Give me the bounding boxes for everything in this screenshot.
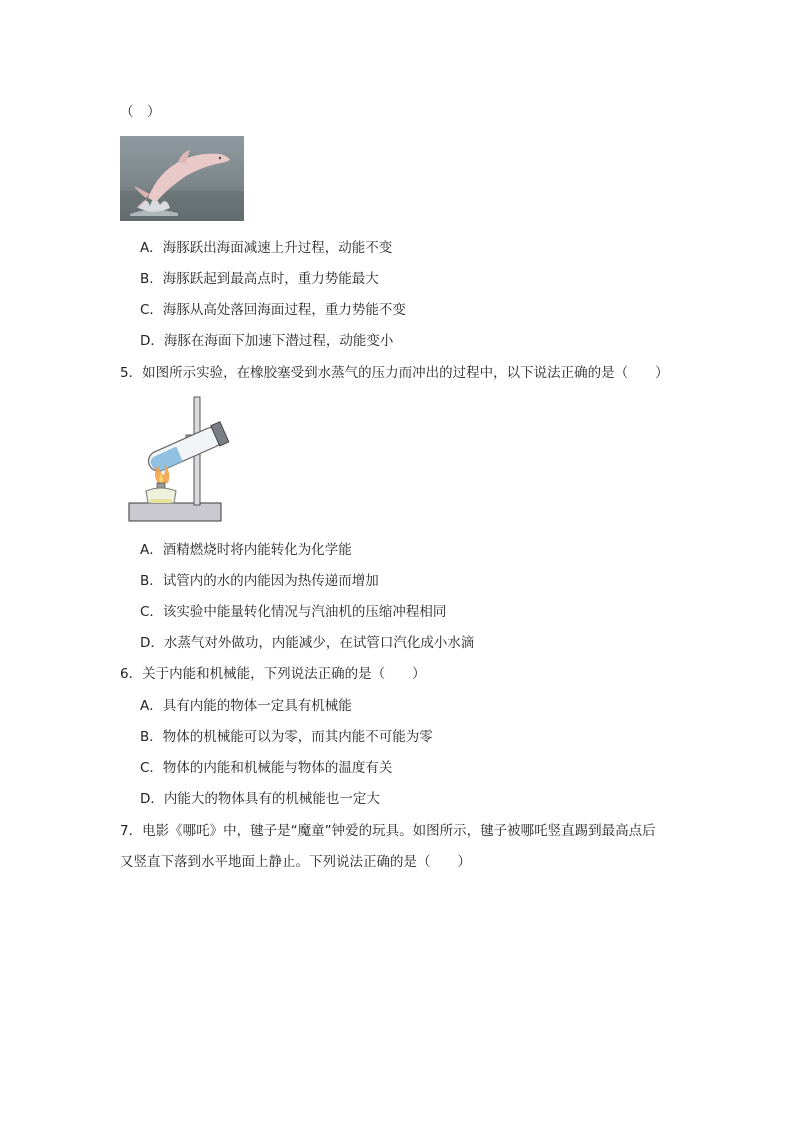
q6-option-b: B．物体的机械能可以为零，而其内能不可能为零 [140, 729, 433, 745]
test-tube-apparatus-diagram [126, 395, 236, 525]
dolphin-photo [120, 136, 244, 221]
q7-stem-line-1: 7．电影《哪吒》中，毽子是“魔童”钟爱的玩具。如图所示，毽子被哪吒竖直踢到最高点后 [120, 823, 656, 839]
q4-option-c: C．海豚从高处落回海面过程，重力势能不变 [140, 302, 406, 318]
q4-option-d: D．海豚在海面下加速下潜过程，动能变小 [140, 333, 394, 349]
q6-option-a: A．具有内能的物体一定具有机械能 [140, 698, 352, 714]
q6-option-d: D．内能大的物体具有的机械能也一定大 [140, 791, 380, 807]
q4-option-b: B．海豚跃起到最高点时，重力势能最大 [140, 271, 379, 287]
q6-option-c: C．物体的内能和机械能与物体的温度有关 [140, 760, 393, 776]
q4-option-a: A．海豚跃出海面减速上升过程，动能不变 [140, 240, 393, 256]
q5-option-b: B．试管内的水的内能因为热传递而增加 [140, 573, 379, 589]
q5-stem: 5．如图所示实验，在橡胶塞受到水蒸气的压力而冲出的过程中，以下说法正确的是（ ） [120, 365, 669, 381]
q5-option-a: A．酒精燃烧时将内能转化为化学能 [140, 542, 352, 558]
q6-stem: 6．关于内能和机械能，下列说法正确的是（ ） [120, 666, 426, 682]
q5-option-c: C．该实验中能量转化情况与汽油机的压缩冲程相同 [140, 604, 447, 620]
q7-stem-line-2: 又竖直下落到水平地面上静止。下列说法正确的是（ ） [120, 854, 471, 870]
q5-option-d: D．水蒸气对外做功，内能减少，在试管口汽化成小水滴 [140, 635, 475, 651]
q4-answer-bracket: （ ） [120, 104, 161, 120]
